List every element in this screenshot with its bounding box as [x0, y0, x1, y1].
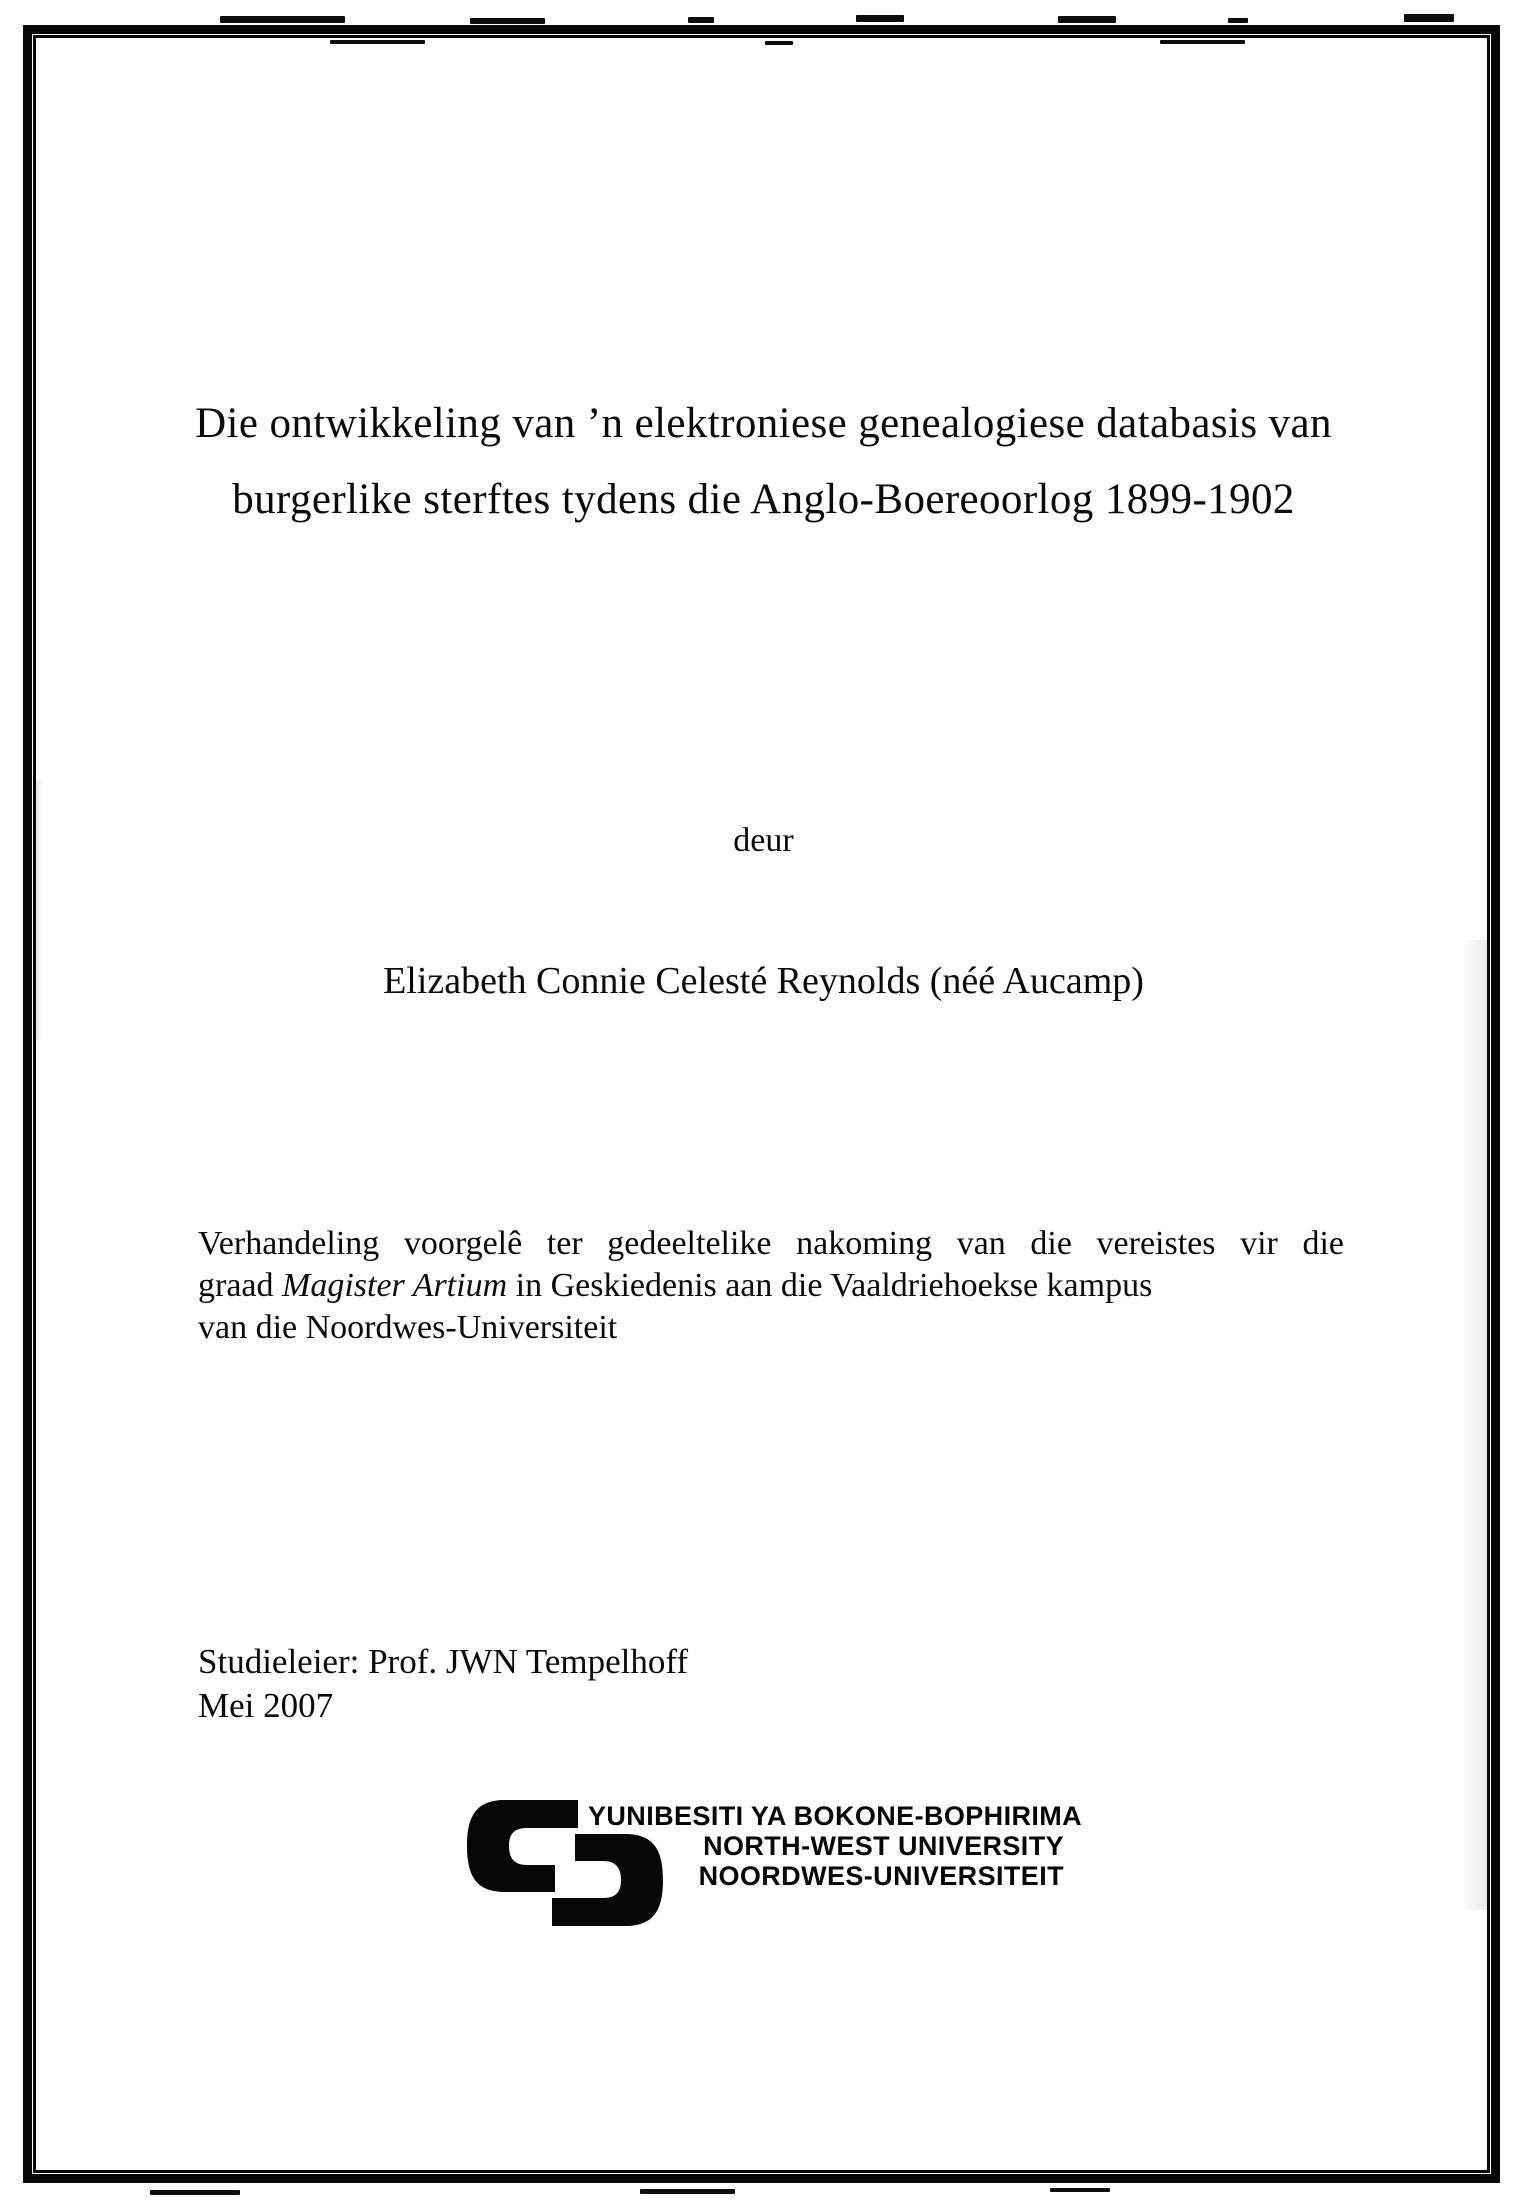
- logo-text-setswana: YUNIBESITI YA BOKONE-BOPHIRIMA: [588, 1801, 1083, 1831]
- scan-shading: [1463, 940, 1488, 1910]
- scan-artifact: [470, 18, 545, 24]
- scan-artifact: [330, 40, 425, 44]
- scan-artifact: [856, 15, 904, 22]
- degree-statement-line2: [198, 1265, 1344, 1307]
- logo-text-afrikaans: NOORDWES-UNIVERSITEIT: [698, 1861, 1064, 1891]
- scan-artifact: [1050, 2188, 1110, 2192]
- degree-statement: [198, 1223, 1344, 1349]
- university-logo: [467, 1800, 1083, 1930]
- scan-artifact: [1228, 18, 1248, 23]
- thesis-title-line2: burgerlike sterftes tydens die Anglo-Boereoorlog 1899-1902: [232, 476, 1295, 523]
- university-logo-text: [588, 1801, 1083, 1891]
- scan-artifact: [640, 2189, 735, 2194]
- thesis-title-line1: Die ontwikkeling van ’n elektroniese genealogiese databasis van: [195, 400, 1332, 447]
- scan-artifact: [688, 17, 714, 23]
- logo-text-english: NORTH-WEST UNIVERSITY: [703, 1831, 1064, 1861]
- byline-label: deur: [733, 822, 794, 859]
- scan-artifact: [220, 16, 345, 23]
- scan-artifact: [765, 41, 793, 45]
- degree-title-italic: Magister Artium: [282, 1267, 508, 1304]
- supervisor-line: Studieleier: Prof. JWN Tempelhoff: [198, 1642, 689, 1681]
- author-name: Elizabeth Connie Celesté Reynolds (néé Aucamp): [383, 960, 1144, 1002]
- degree-statement-line2-post: in Geskiedenis aan die Vaaldriehoekse kampus: [507, 1267, 1153, 1304]
- thesis-title: [0, 386, 1527, 538]
- scan-artifact: [150, 2190, 240, 2195]
- scan-artifact: [1404, 14, 1454, 22]
- supervisor-block: [198, 1640, 688, 1728]
- scan-artifact: [1160, 40, 1245, 44]
- degree-statement-line1: Verhandeling voorgelê ter gedeeltelike nakoming van die vereistes vir die: [198, 1225, 1344, 1262]
- scan-artifact: [1058, 16, 1116, 23]
- date-line: Mei 2007: [198, 1686, 334, 1725]
- degree-statement-line3: van die Noordwes-Universiteit: [198, 1309, 618, 1346]
- degree-statement-line2-pre: graad: [198, 1267, 283, 1304]
